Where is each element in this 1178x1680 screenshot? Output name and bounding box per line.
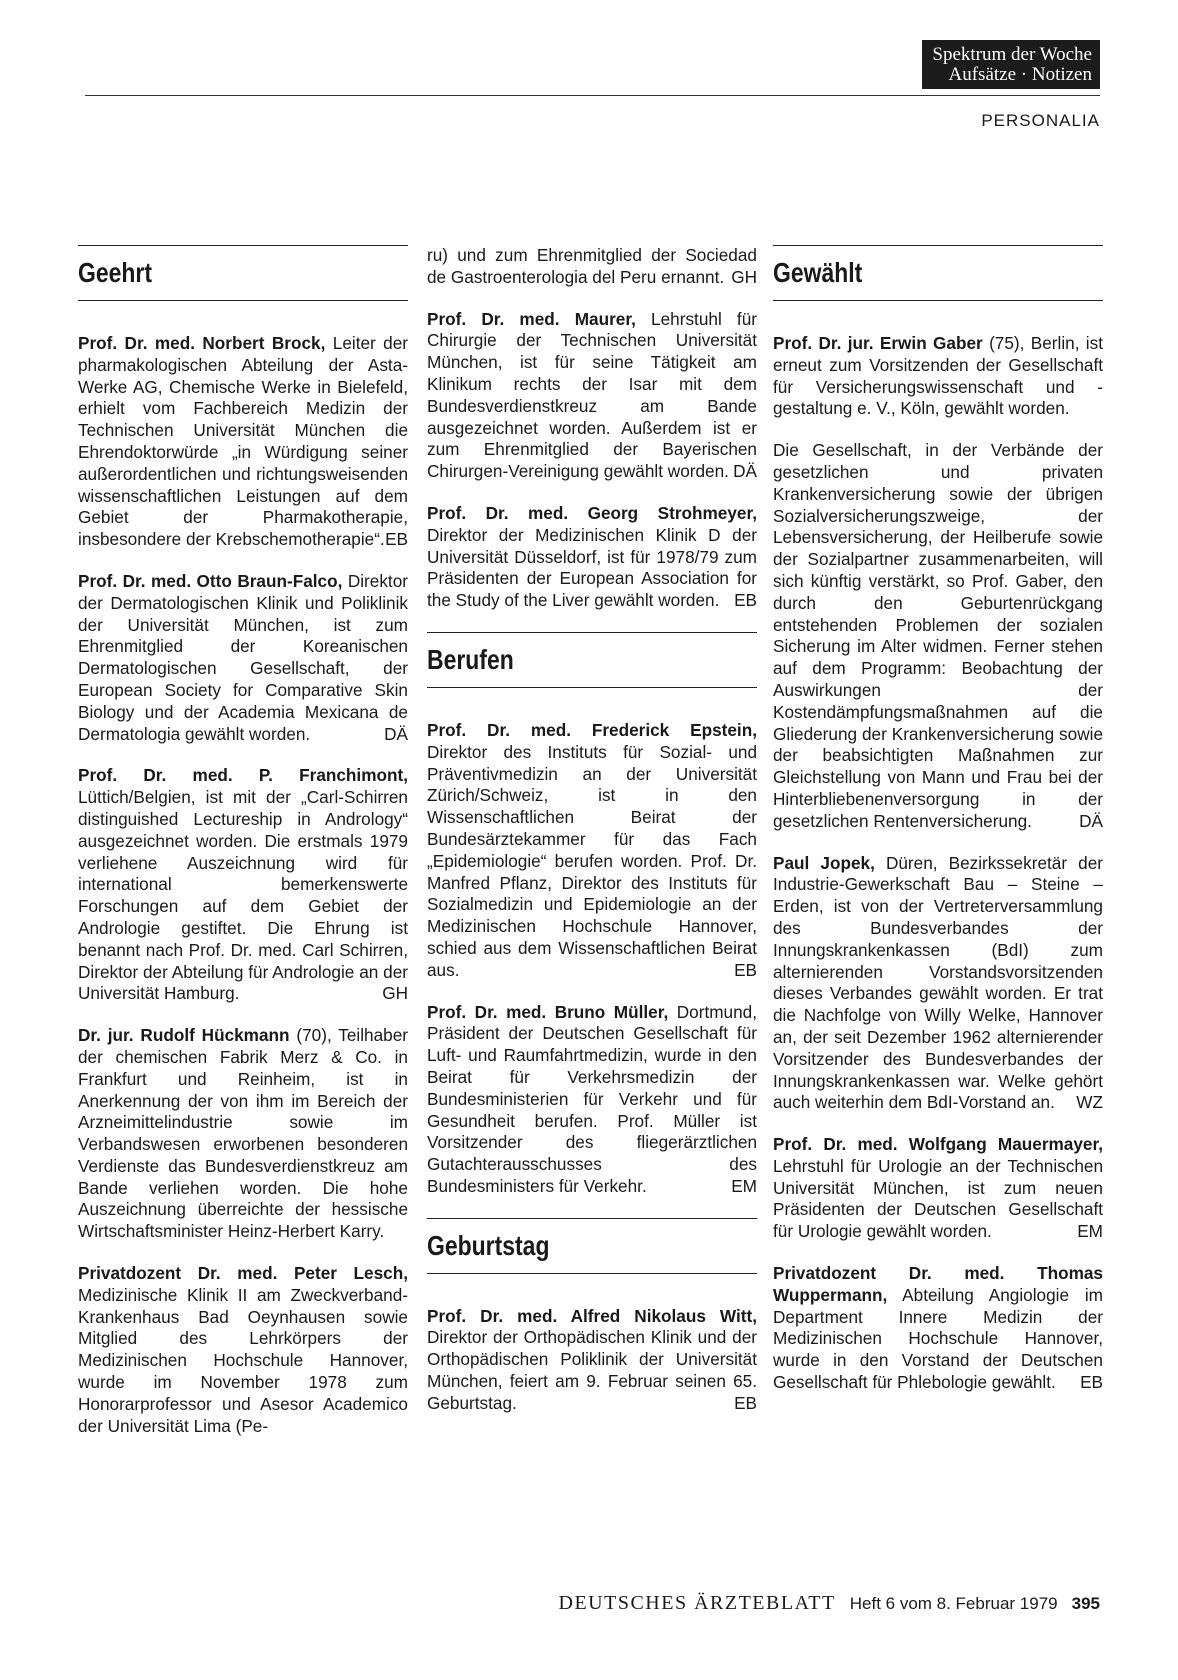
notice-text: (70), Teilhaber der chemischen Fabrik Merz & Co. in Frankfurt und Reinheim, ist in Anerkennung der von ihm im Bereich der Arzneimittelindustrie sowie im Verbandswesen erworbenen besonderen Verdienste das Bundesverdienstkreuz am Bande verliehen worden. Die hohe Auszeichnung überreichte der hessische Wirtschaftsminister Heinz-Herbert Karry. [78, 1025, 408, 1242]
notice-lesch [78, 1263, 408, 1437]
notice-text: ru) und zum Ehrenmitglied der Sociedad de Gastroenterologia del Peru ernannt. [427, 245, 757, 287]
notice-text: Medizinische Klinik II am Zweckverband-Krankenhaus Bad Oeynhausen sowie Mitglied des Lehrkörpers der Medizinischen Hochschule Hannover, wurde im November 1978 zum Honorarprofessor und Asesor Academico der Universität Lima (Pe- [78, 1284, 408, 1436]
notice-text: Lehrstuhl für Chirurgie der Technischen Universität München, ist für seine Tätigkeit am Klinikum rechts der Isar mit dem Bundesverdienstkreuz am Bande ausgezeichnet worden. Außerdem ist er zum Ehrenmitglied der Bayerischen Chirurgen-Vereinigung gewählt worden. [427, 308, 757, 482]
person-name: Prof. Dr. med. Frederick Epstein, [427, 719, 757, 740]
page-number: 395 [1071, 1594, 1100, 1613]
notice-gaber [773, 333, 1103, 420]
person-name: Privatdozent Dr. med. Peter Lesch, [78, 1263, 408, 1284]
issue-info: Heft 6 vom 8. Februar 1979 [849, 1594, 1058, 1613]
column-1 [78, 245, 408, 1457]
notice-text: (75), Berlin, ist erneut zum Vorsitzenden der Gesellschaft für Versicherungswissenschaft und -gestaltung e. V., Köln, gewählt worden. [773, 333, 1103, 419]
person-name: Prof. Dr. med. Norbert Brock, [78, 333, 326, 353]
heading-berufen [427, 632, 757, 688]
person-name: Paul Jopek, [773, 852, 875, 873]
heading-geburtstag [427, 1218, 757, 1274]
notice-wuppermann [773, 1263, 1103, 1394]
person-name: Privatdozent Dr. med. Thomas Wuppermann, [773, 1263, 1103, 1305]
section-header-box [922, 40, 1100, 89]
heading-text: Geburtstag [427, 1229, 550, 1261]
author-initials: DÄ [733, 461, 757, 482]
notice-text: Dortmund, Präsident der Deutschen Gesellschaft für Luft- und Raumfahrtmedizin, wurde in den Beirat für Verkehrsmedizin der Bundesministerien für Verkehr und für Gesundheit berufen. Prof. Müller ist Vorsitzender des fliegerärztlichen Gutachterausschusses des Bundesministers für Verkehr. [427, 1001, 757, 1196]
author-initials: EM [1077, 1221, 1103, 1242]
person-name: Prof. Dr. jur. Erwin Gaber [773, 333, 983, 353]
section-label: PERSONALIA [981, 111, 1100, 130]
header-rule [85, 95, 1100, 96]
person-name: Prof. Dr. med. Otto Braun-Falco, [78, 570, 343, 591]
notice-text: Direktor des Instituts für Sozial- und Präventivmedizin an der Universität Zürich/Schweiz, ist in den Wissenschaftlichen Beirat der Bundesärztekammer für das Fach „Epidemiologie“ berufen worden. Prof. Dr. Manfred Pflanz, Direktor des Instituts für Sozialmedizin und Epidemiologie an der Medizinischen Hochschule Hannover, schied aus dem Wissenschaftlichen Beirat aus. [427, 741, 757, 980]
notice-jopek [773, 853, 1103, 1115]
person-name: Prof. Dr. med. Alfred Nikolaus Witt, [427, 1305, 757, 1326]
author-initials: GH [382, 983, 408, 1004]
notice-maurer [427, 309, 757, 483]
notice-hueckmann [78, 1025, 408, 1243]
notice-text: Düren, Bezirkssekretär der Industrie-Gewerkschaft Bau – Steine – Erden, ist von der Vertreterversammlung des Bundesverbandes der Innungskrankenkassen (BdI) zum alternierenden Vorstandsvorsitzenden dieses Verbandes gewählt worden. Er trat die Nachfolge von Willy Welke, Hannover an, der seit Dezember 1962 alternierender Vorsitzender des Bundesverbandes der Innungskrankenkassen war. Welke gehört auch weiterhin dem BdI-Vorstand an. [773, 852, 1103, 1113]
author-initials: WZ [1076, 1092, 1103, 1113]
header-box-line1: Spektrum der Woche [932, 44, 1092, 65]
notice-braun-falco [78, 571, 408, 745]
author-initials: EM [731, 1175, 757, 1196]
page-footer [559, 1592, 1100, 1615]
author-initials: EB [385, 529, 408, 550]
person-name: Prof. Dr. med. Maurer, [427, 308, 636, 329]
notice-brock [78, 333, 408, 551]
notice-text: Direktor der Dermatologischen Klinik und Poliklinik der Universität München, ist zum Ehrenmitglied der Koreanischen Dermatologischen Gesellschaft, der European Society for Comparative Skin Biology und der Academia Mexicana de Dermatologia gewählt worden. [78, 570, 408, 744]
notice-lesch-continued [427, 245, 757, 289]
author-initials: DÄ [384, 723, 408, 744]
notice-text: Die Gesellschaft, in der Verbände der gesetzlichen und privaten Krankenversicherung sowie der übrigen Sozialversicherungszweige, der Lebensversicherung, der Heilberufe sowie der Sozialpartner zusammenarbeiten, will sich künftig verstärkt, so Prof. Gaber, den durch den Geburtenrückgang entstehenden Problemen der sozialen Sicherung im Alter widmen. Ferner stehen auf dem Programm: Beobachtung der Auswirkungen der Kostendämpfungsmaßnahmen auf die Gliederung der Krankenversicherung sowie der beabsichtigten Maßnahmen zur Gleichstellung von Mann und Frau bei der Hinterbliebenenversorgung in der gesetzlichen Rentenversicherung. [773, 440, 1103, 831]
author-initials: EB [734, 590, 757, 611]
author-initials: GH [731, 266, 757, 287]
author-initials: EB [1080, 1372, 1103, 1393]
author-initials: DÄ [1079, 810, 1103, 831]
notice-gesellschaft [773, 440, 1103, 832]
notice-text: Direktor der Medizinischen Klinik D der Universität Düsseldorf, ist für 1978/79 zum Präsidenten der European Association for the Study of the Liver gewählt worden. [427, 524, 757, 611]
notice-text: Lehrstuhl für Urologie an der Technischen Universität München, ist zum neuen Präsidenten der Deutschen Gesellschaft für Urologie gewählt worden. [773, 1155, 1103, 1242]
notice-text: Abteilung Angiologie im Department Innere Medizin der Medizinischen Hochschule Hannover, wurde in den Vorstand der Deutschen Gesellschaft für Phlebologie gewählt. [773, 1284, 1103, 1393]
notice-franchimont [78, 765, 408, 1005]
person-name: Prof. Dr. med. Wolfgang Mauermayer, [773, 1134, 1103, 1155]
author-initials: EB [734, 959, 757, 980]
notice-witt [427, 1306, 757, 1415]
person-name: Dr. jur. Rudolf Hückmann [78, 1025, 290, 1046]
person-name: Prof. Dr. med. P. Franchimont, [78, 765, 408, 786]
notice-mauermayer [773, 1134, 1103, 1243]
notice-epstein [427, 720, 757, 982]
notice-strohmeyer [427, 503, 757, 612]
notice-text: Leiter der pharmakologischen Abteilung der Asta-Werke AG, Chemische Werke in Bielefeld, erhielt vom Fachbereich Medizin der Technischen Universität München die Ehrendoktorwürde „in Würdigung seiner außerordentlichen und richtungsweisenden wissenschaftlichen Leistungen auf dem Gebiet der Pharmakotherapie, insbesondere der Krebschemotherapie“. [78, 333, 408, 550]
person-name: Prof. Dr. med. Bruno Müller, [427, 1001, 669, 1022]
heading-text: Gewählt [773, 257, 863, 288]
heading-text: Berufen [427, 643, 514, 675]
person-name: Prof. Dr. med. Georg Strohmeyer, [427, 502, 757, 523]
heading-text: Geehrt [78, 257, 153, 288]
column-2 [427, 245, 757, 1435]
header-box-line2: Aufsätze · Notizen [948, 64, 1092, 85]
notice-text: Direktor der Orthopädischen Klinik und der Orthopädischen Poliklinik der Universität München, feiert am 9. Februar seinen 65. Geburtstag. [427, 1327, 757, 1413]
notice-mueller [427, 1002, 757, 1198]
notice-text: Lüttich/Belgien, ist mit der „Carl-Schirren distinguished Lectureship in Andrology“ ausgezeichnet worden. Die erstmals 1979 verliehene Auszeichnung wird für international bemerkenswerte Forschungen auf dem Gebiet der Andrologie gestiftet. Die Ehrung ist benannt nach Prof. Dr. med. Carl Schirren, Direktor der Abteilung für Andrologie an der Universität Hamburg. [78, 787, 408, 1004]
author-initials: EB [734, 1392, 757, 1413]
heading-gewaehlt [773, 245, 1103, 301]
journal-name: DEUTSCHES ÄRZTEBLATT [558, 1592, 836, 1614]
column-3 [773, 245, 1103, 1414]
heading-geehrt [78, 245, 408, 301]
